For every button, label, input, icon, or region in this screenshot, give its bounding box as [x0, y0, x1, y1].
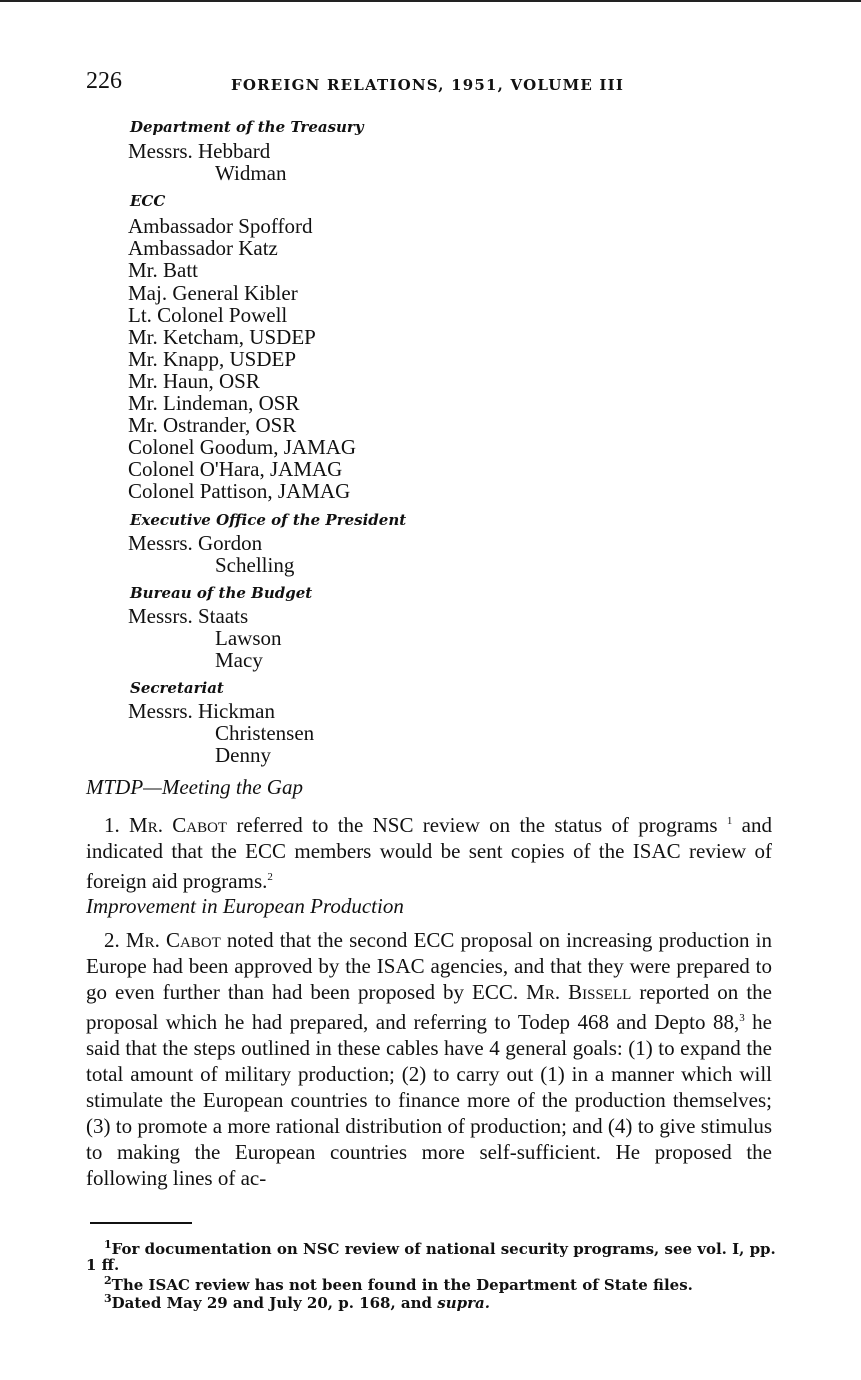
treasury-line-2: Widman — [215, 161, 287, 185]
ecc-name: Maj. General Kibler — [128, 281, 298, 305]
secretariat-line-3: Denny — [215, 743, 271, 767]
footnote-1 — [86, 1237, 776, 1273]
ecc-name: Ambassador Spofford — [128, 214, 313, 238]
ecc-name: Mr. Batt — [128, 258, 199, 282]
top-border — [0, 0, 861, 2]
budget-line-3: Macy — [215, 648, 263, 672]
treasury-line-1: Messrs. Hebbard — [128, 139, 271, 163]
footnote-3 — [86, 1291, 776, 1311]
executive-office-line-2: Schelling — [215, 553, 295, 577]
executive-office-line-1: Messrs. Gordon — [128, 531, 263, 555]
executive-office-heading: Executive Office of the President — [130, 511, 407, 529]
ecc-name: Colonel O'Hara, JAMAG — [128, 457, 343, 481]
paragraph-1 — [86, 808, 772, 894]
footnote-mark: 1 — [104, 1238, 112, 1251]
running-title: FOREIGN RELATIONS, 1951, VOLUME III — [231, 76, 625, 94]
ecc-name: Colonel Goodum, JAMAG — [128, 435, 357, 459]
footnote-2-text: The ISAC review has not been found in the Department of State files. — [111, 1276, 693, 1294]
ecc-name: Mr. Lindeman, OSR — [128, 391, 300, 415]
footnote-mark: 2 — [104, 1274, 112, 1287]
secretariat-heading: Secretariat — [130, 679, 224, 697]
paragraph-2 — [86, 927, 772, 1191]
budget-line-2: Lawson — [215, 626, 282, 650]
footnote-ref: 1 — [726, 815, 733, 827]
ecc-name: Mr. Ketcham, USDEP — [128, 325, 316, 349]
footnote-3-text: Dated May 29 and July 20, p. 168, and — [111, 1294, 438, 1312]
paragraph-2-lead: 2. — [104, 928, 126, 952]
footnote-ref: 3 — [739, 1012, 745, 1024]
page-number: 226 — [86, 68, 122, 94]
improvement-heading: Improvement in European Production — [86, 894, 404, 918]
footnote-2 — [86, 1273, 776, 1293]
paragraph-2-text-c: he said that the steps outlined in these cables have 4 general goals: (1) to expand the total amount of military production; (2) to carry out (1) in a manner which will stimulate the European countries to finance more of the production themselves; (3) to promote a more rational distribution of production; and (4) to give stimulus to making the European countries more self-sufficient. He proposed the following lines of ac- — [86, 1010, 772, 1190]
ecc-name: Colonel Pattison, JAMAG — [128, 479, 351, 503]
ecc-name: Mr. Knapp, USDEP — [128, 347, 297, 371]
paragraph-1-lead: 1. — [104, 813, 130, 837]
footnote-mark: 3 — [104, 1292, 112, 1305]
speaker-name: Mr. Bissell — [526, 980, 632, 1004]
budget-heading: Bureau of the Budget — [130, 584, 313, 602]
treasury-heading: Department of the Treasury — [130, 118, 364, 136]
paragraph-1-text-b: and indicated that the ECC members would be sent copies of the ISAC review of foreign aid programs. — [86, 813, 772, 893]
paragraph-1-text-a: referred to the NSC review on the status of programs — [227, 813, 727, 837]
footnote-3-supra: supra. — [437, 1294, 490, 1312]
secretariat-line-1: Messrs. Hickman — [128, 699, 275, 723]
budget-line-1: Messrs. Staats — [128, 604, 249, 628]
mtdp-heading: MTDP—Meeting the Gap — [86, 775, 303, 799]
ecc-name: Mr. Haun, OSR — [128, 369, 260, 393]
footnote-divider — [90, 1222, 192, 1224]
secretariat-line-2: Christensen — [215, 721, 315, 745]
ecc-name: Ambassador Katz — [128, 236, 278, 260]
footnote-ref: 2 — [267, 871, 273, 883]
speaker-name: Mr. Cabot — [129, 813, 228, 837]
footnote-1-text: For documentation on NSC review of national security programs, see vol. I, pp. 1 ff. — [86, 1240, 776, 1274]
paragraph-2-text-b: reported on the proposal which he had prepared, and referring to Todep 468 and Depto 88, — [86, 980, 772, 1034]
ecc-name: Mr. Ostrander, OSR — [128, 413, 297, 437]
speaker-name: Mr. Cabot — [125, 928, 221, 952]
ecc-name: Lt. Colonel Powell — [128, 303, 288, 327]
ecc-heading: ECC — [130, 192, 166, 210]
paragraph-2-text-a: noted that the second ECC proposal on increasing production in Europe had been approved by the ISAC agencies, and that they were prepared to go even further than had been proposed by ECC. — [86, 928, 773, 1004]
